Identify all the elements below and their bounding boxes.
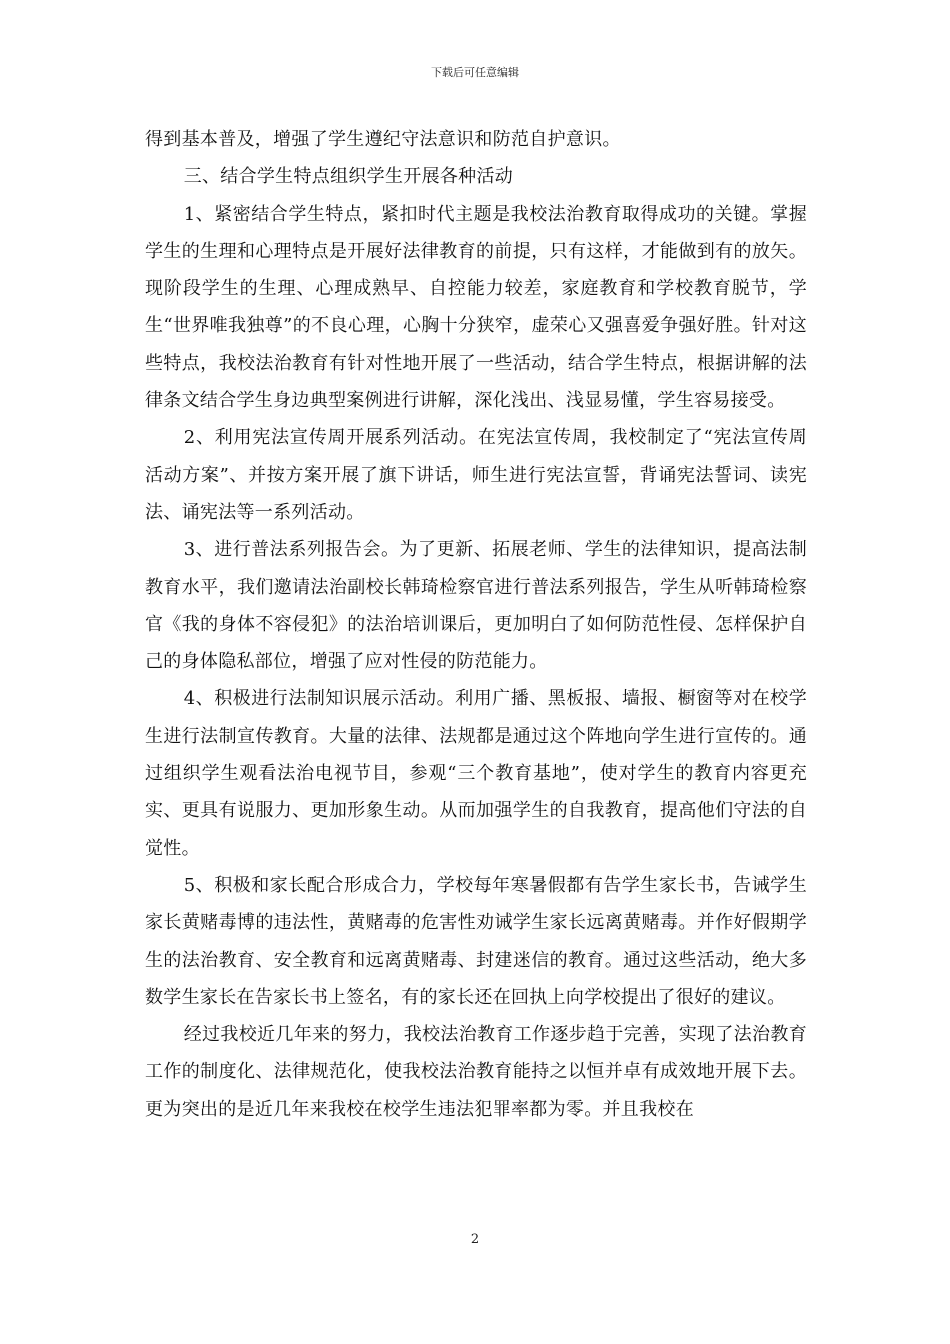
page-header: 下载后可任意编辑 [431, 66, 519, 79]
paragraph-item-4: 4、积极进行法制知识展示活动。利用广播、黑板报、墙报、橱窗等对在校学生进行法制宣传教育。大量的法律、法规都是通过这个阵地向学生进行宣传的。通过组织学生观看法治电视节目，参观“三个教育基地”，使对学生的教育内容更充实、更具有说服力、更加形象生动。从而加强学生的自我教育，提高他们守法的自觉性。 [145, 688, 807, 859]
paragraph-item-3: 3、进行普法系列报告会。为了更新、拓展老师、学生的法律知识，提高法制教育水平，我们邀请法治副校长韩琦检察官进行普法系列报告，学生从听韩琦检察官《我的身体不容侵犯》的法治培训课后，更加明白了如何防范性侵、怎样保护自己的身体隐私部位，增强了应对性侵的防范能力。 [145, 539, 807, 673]
paragraph-continuation: 得到基本普及，增强了学生遵纪守法意识和防范自护意识。 [145, 129, 621, 150]
paragraph-summary: 经过我校近几年来的努力，我校法治教育工作逐步趋于完善，实现了法治教育工作的制度化、法律规范化，使我校法治教育能持之以恒并卓有成效地开展下去。更为突出的是近几年来我校在校学生违法犯罪率都为零。并且我校在 [145, 1024, 807, 1120]
paragraph-item-2: 2、利用宪法宣传周开展系列活动。在宪法宣传周，我校制定了“宪法宣传周活动方案”、并按方案开展了旗下讲话，师生进行宪法宣誓，背诵宪法誓词、读宪法、诵宪法等一系列活动。 [145, 427, 807, 523]
page-number: 2 [470, 1232, 480, 1247]
paragraph-item-1: 1、紧密结合学生特点，紧扣时代主题是我校法治教育取得成功的关键。掌握学生的生理和心理特点是开展好法律教育的前提，只有这样，才能做到有的放矢。现阶段学生的生理、心理成熟早、自控能力较差，家庭教育和学校教育脱节，学生“世界唯我独尊”的不良心理，心胸十分狭窄，虚荣心又强喜爱争强好胜。针对这些特点，我校法治教育有针对性地开展了一些活动，结合学生特点，根据讲解的法律条文结合学生身边典型案例进行讲解，深化浅出、浅显易懂，学生容易接受。 [145, 203, 807, 412]
paragraph-item-5: 5、积极和家长配合形成合力，学校每年寒暑假都有告学生家长书，告诫学生家长黄赌毒博的违法性，黄赌毒的危害性劝诫学生家长远离黄赌毒。并作好假期学生的法治教育、安全教育和远离黄赌毒、封建迷信的教育。通过这些活动，绝大多数学生家长在告家长书上签名，有的家长还在回执上向学校提出了很好的建议。 [145, 874, 807, 1008]
document-body [145, 121, 807, 1128]
section-heading: 三、结合学生特点组织学生开展各种活动 [183, 166, 514, 188]
